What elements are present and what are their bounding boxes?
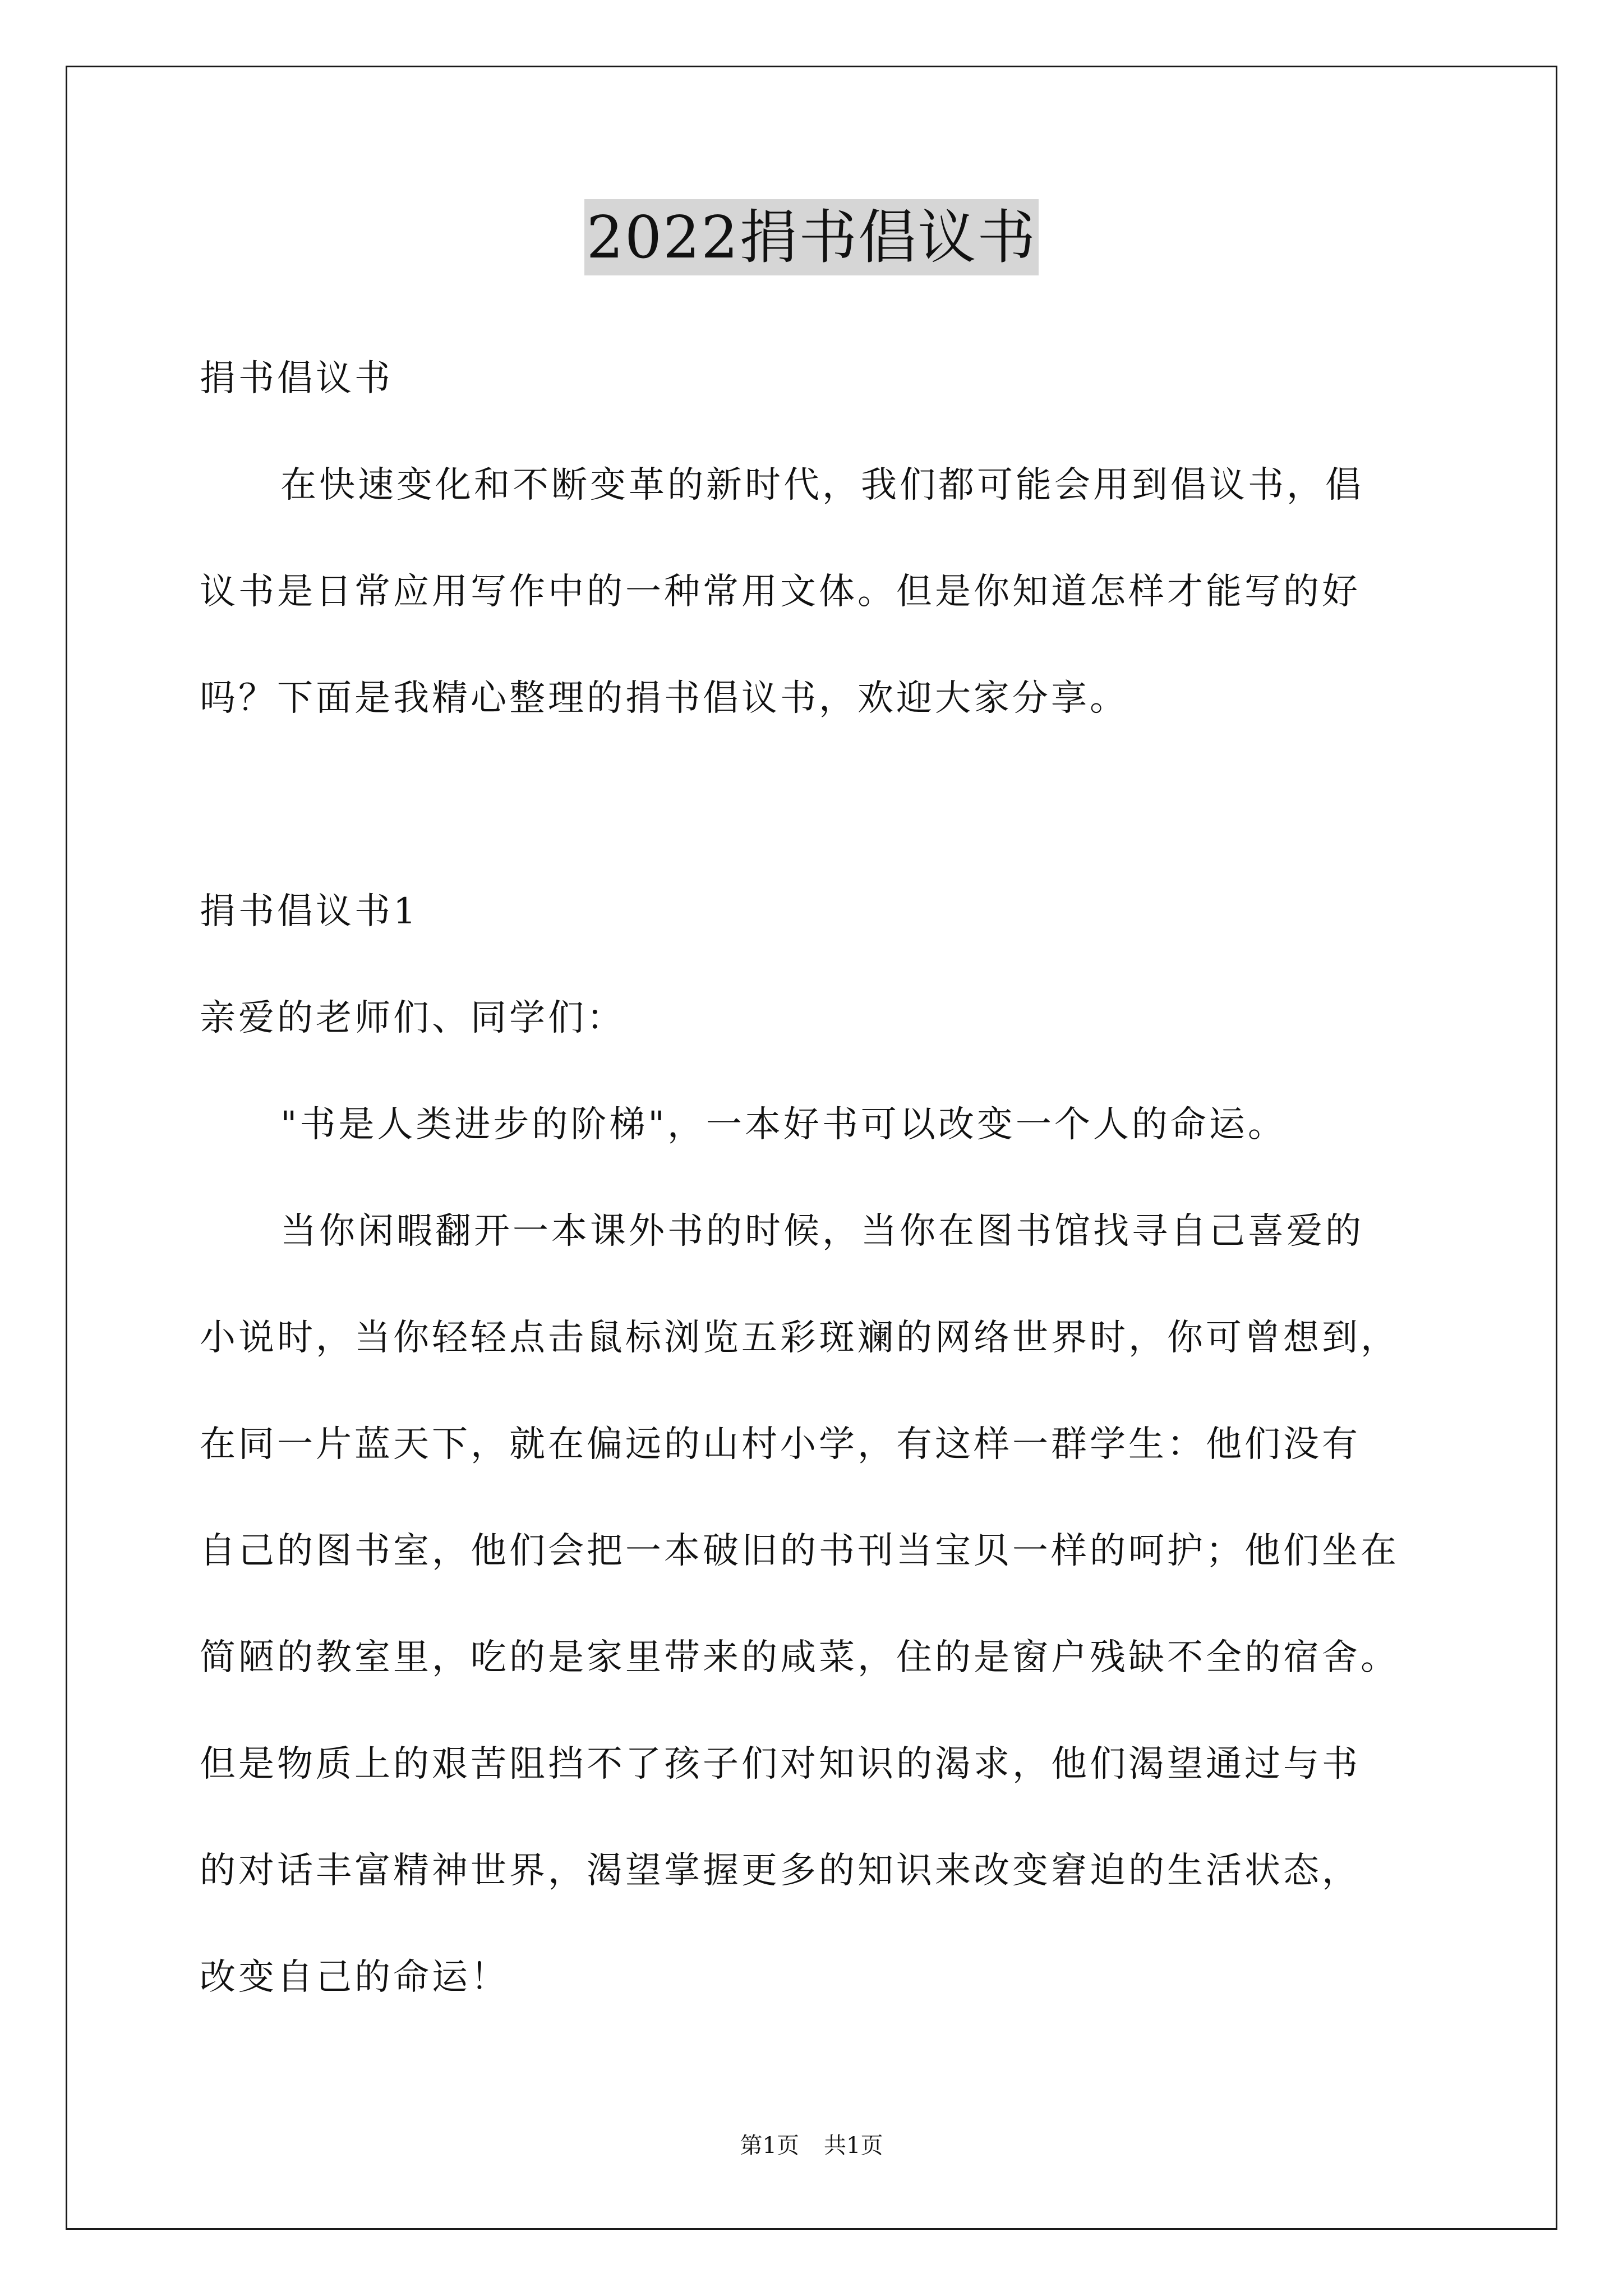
page-footer <box>0 2132 1623 2160</box>
body-line: 当你闲暇翻开一本课外书的时候，当你在图书馆找寻自己喜爱的 <box>280 1211 1364 1252</box>
intro-line: 议书是日常应用写作中的一种常用文体。但是你知道怎样才能写的好 <box>200 571 1361 613</box>
section-title: 捐书倡议书1 <box>200 891 419 932</box>
intro-line: 在快速变化和不断变革的新时代，我们都可能会用到倡议书，倡 <box>280 464 1364 506</box>
salutation: 亲爱的老师们、同学们： <box>200 997 625 1039</box>
quote-line: "书是人类进步的阶梯"，一本好书可以改变一个人的命运。 <box>280 1104 1287 1145</box>
body-line: 但是物质上的艰苦阻挡不了孩子们对知识的渴求，他们渴望通过与书 <box>200 1743 1361 1785</box>
intro-line: 吗？下面是我精心整理的捐书倡议书，欢迎大家分享。 <box>200 678 1128 719</box>
page-number-total: 共1页 <box>824 2133 883 2159</box>
body-line: 小说时，当你轻轻点击鼠标浏览五彩斑斓的网络世界时，你可曾想到， <box>200 1317 1399 1359</box>
body-line: 改变自己的命运！ <box>200 1957 509 1998</box>
document-heading: 捐书倡议书 <box>200 358 393 399</box>
title-container <box>0 199 1623 275</box>
body-line: 在同一片蓝天下，就在偏远的山村小学，有这样一群学生：他们没有 <box>200 1424 1361 1465</box>
body-line: 自己的图书室，他们会把一本破旧的书刊当宝贝一样的呵护；他们坐在 <box>200 1530 1399 1572</box>
page-number-current: 第1页 <box>740 2133 799 2159</box>
body-line: 的对话丰富精神世界，渴望掌握更多的知识来改变窘迫的生活状态， <box>200 1850 1361 1892</box>
document-title: 2022捐书倡议书 <box>584 199 1039 275</box>
body-line: 简陋的教室里，吃的是家里带来的咸菜，住的是窗户残缺不全的宿舍。 <box>200 1637 1399 1678</box>
